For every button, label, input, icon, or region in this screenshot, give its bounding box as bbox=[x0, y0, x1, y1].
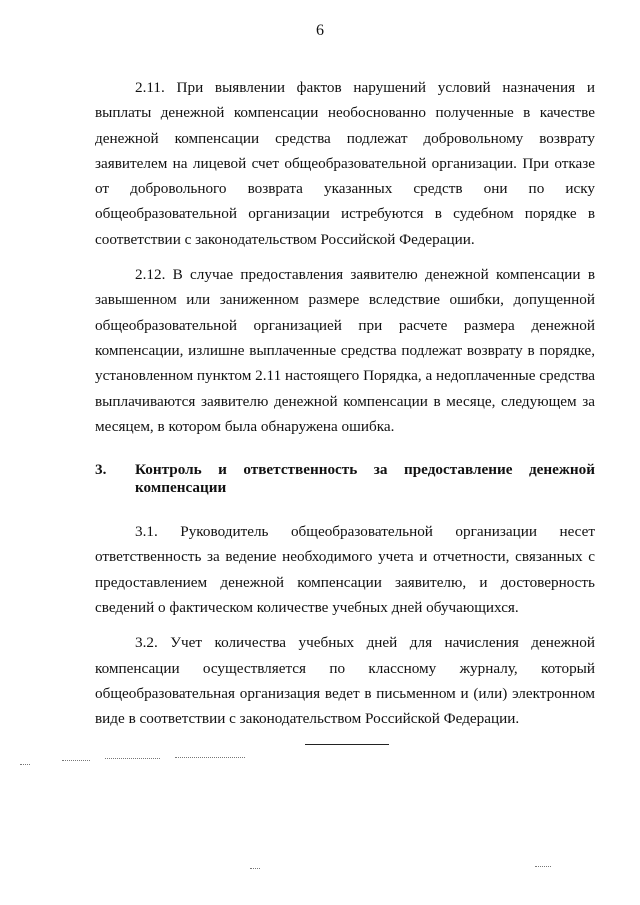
scan-mark bbox=[62, 760, 90, 761]
end-rule bbox=[305, 744, 389, 745]
scan-mark bbox=[105, 758, 160, 759]
section-title: Контроль и ответственность за предоставление денежной компенсации bbox=[135, 461, 595, 497]
paragraph-2-12: 2.12. В случае предоставления заявителю денежной компенсации в завышенном или заниженном размере вследствие ошибки, допущенной общеобразовательной организацией при расчете размера денежной компенсации, излишне выплаченные средства подлежат возврату в порядке, установленном пунктом 2.11 настоящего Порядка, а недоплаченные средства выплачиваются заявителю денежной компенсации в месяце, следующем за месяцем, в котором была обнаружена ошибка. bbox=[95, 266, 595, 435]
paragraph-3-2: 3.2. Учет количества учебных дней для начисления денежной компенсации осуществляется по классному журналу, который общеобразовательная организация ведет в письменном и (или) электронном виде в соответствии с законодательством Российской Федерации. bbox=[95, 634, 595, 728]
scan-mark bbox=[175, 757, 245, 758]
scan-mark bbox=[20, 764, 30, 765]
section-heading bbox=[95, 461, 595, 497]
paragraph-2-11: 2.11. При выявлении фактов нарушений условий назначения и выплаты денежной компенсации необоснованно полученные в качестве денежной компенсации средства подлежат добровольному возврату заявителем на лицевой счет общеобразовательной организации. При отказе от добровольного возврата указанных средств они по иску общеобразовательной организации истребуются в судебном порядке в соответствии с законодательством Российской Федерации. bbox=[95, 79, 595, 248]
paragraph-3-1: 3.1. Руководитель общеобразовательной организации несет ответственность за ведение необходимого учета и отчетности, связанных с предоставлением денежной компенсации заявителю, и достоверность сведений о фактическом количестве учебных дней обучающихся. bbox=[95, 523, 595, 617]
scan-mark bbox=[250, 868, 260, 869]
section-number: 3. bbox=[95, 461, 107, 479]
document-body bbox=[95, 75, 595, 732]
scan-mark bbox=[535, 866, 551, 867]
page-number: 6 bbox=[316, 22, 324, 39]
